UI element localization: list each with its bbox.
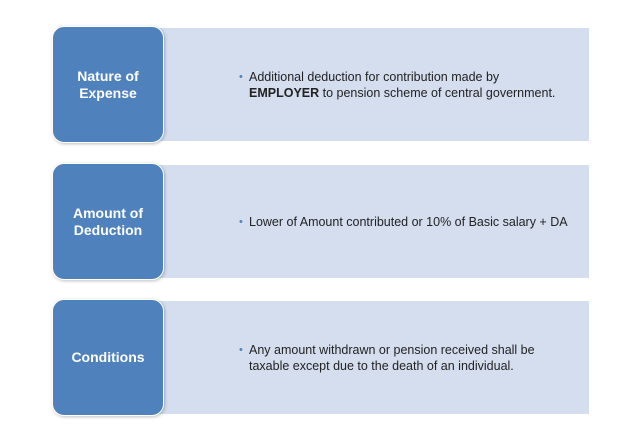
row-amount-of-deduction (52, 163, 589, 280)
bullet-item (239, 342, 571, 374)
row-label: Conditions (71, 349, 145, 365)
bullet-text-before: Additional deduction for contribution made by (249, 69, 500, 84)
bullet-text: Lower of Amount contributed or 10% of Basic salary + DA (249, 214, 568, 229)
row-nature-of-expense (52, 26, 589, 143)
bullet-icon: • (239, 215, 243, 228)
content-panel (159, 28, 589, 141)
bullet-icon: • (239, 70, 243, 83)
content-panel (159, 165, 589, 278)
bullet-list (239, 301, 571, 414)
row-conditions (52, 299, 589, 416)
label-box (52, 163, 164, 280)
row-label: Nature of Expense (77, 67, 139, 101)
bullet-item (239, 214, 568, 230)
bullet-text-after: to pension scheme of central government. (319, 85, 556, 100)
content-panel (159, 301, 589, 414)
bullet-text-emphasis: EMPLOYER (249, 85, 320, 100)
bullet-list (239, 165, 571, 278)
bullet-item (239, 69, 571, 101)
row-label: Amount of Deduction (73, 204, 143, 238)
bullet-list (239, 28, 571, 141)
bullet-icon: • (239, 343, 243, 356)
label-box (52, 299, 164, 416)
bullet-text: Any amount withdrawn or pension received shall be taxable except due to the death of an individual. (249, 342, 535, 373)
label-box (52, 26, 164, 143)
